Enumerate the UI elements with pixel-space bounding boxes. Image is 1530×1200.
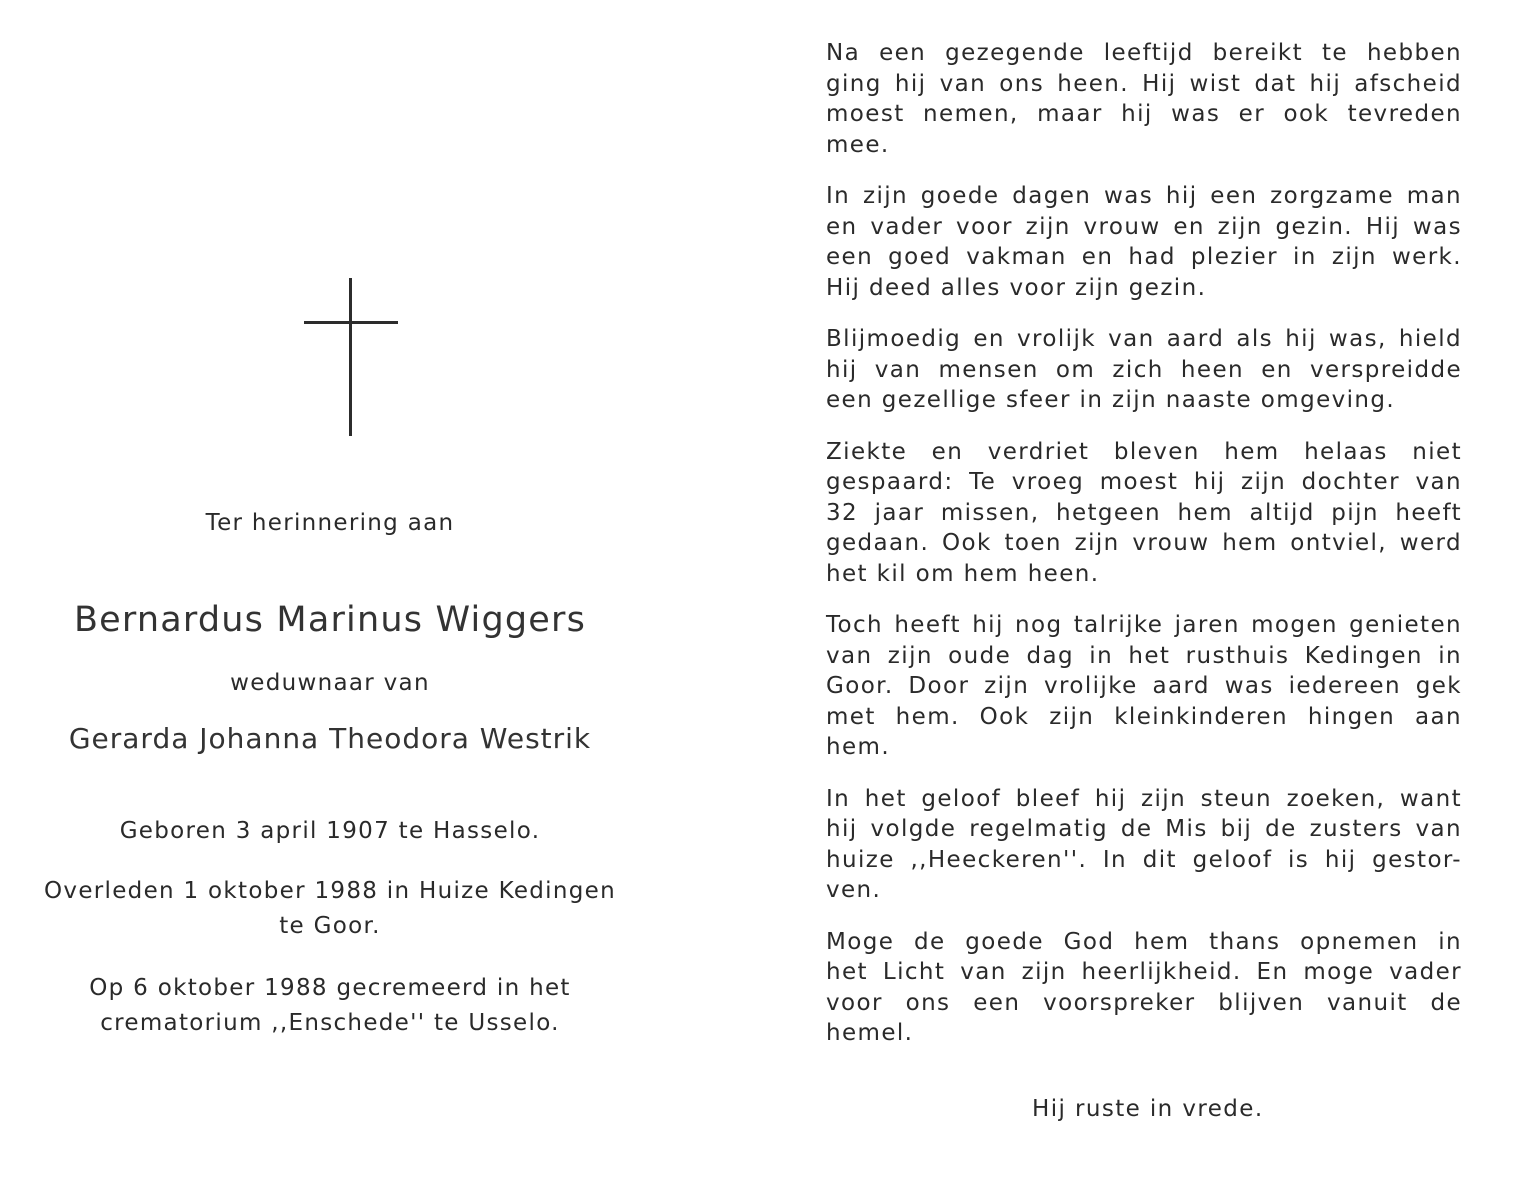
paragraph xyxy=(826,784,1462,906)
text-line: hemel. xyxy=(826,1020,914,1046)
text-line: Na een gezegende leeftijd bereikt te hebben xyxy=(826,40,1462,66)
text-line: voor ons een voorspreker blijven vanuit de xyxy=(826,989,1462,1016)
text-line: een gezellige sfeer in zijn naaste omgeving. xyxy=(826,387,1396,413)
cross-icon xyxy=(304,278,398,436)
text-line: het Licht van zijn heerlijkheid. En moge vader xyxy=(826,959,1462,985)
text-line: het kil om hem heen. xyxy=(826,560,1100,587)
text-line: 32 jaar missen, hetgeen hem altijd pijn heeft xyxy=(826,499,1462,526)
text-line: en vader voor zijn vrouw en zijn gezin. Hij was xyxy=(826,213,1462,240)
paragraph xyxy=(826,181,1462,303)
text-line: Goor. Door zijn vrolijke aard was iedereen gek xyxy=(826,673,1462,699)
right-panel xyxy=(826,38,1462,1070)
paragraph xyxy=(826,927,1462,1049)
text-line: Moge de goede God hem thans opnemen in xyxy=(826,928,1462,955)
paragraph xyxy=(826,610,1462,763)
text-line: ven. xyxy=(826,877,882,903)
text-line: In zijn goede dagen was hij een zorgzame man xyxy=(826,183,1462,209)
text-line: huize ,,Heeckeren''. In dit geloof is hij gestor- xyxy=(826,846,1462,873)
text-line: gespaard: Te vroeg moest hij zijn dochter van xyxy=(826,469,1462,495)
paragraph xyxy=(826,38,1462,160)
cremation-line: crematorium ,,Enschede'' te Usselo. xyxy=(100,1010,560,1036)
text-line: van zijn oude dag in het rusthuis Kedingen in xyxy=(826,642,1462,669)
text-line: ging hij van ons heen. Hij wist dat hij afscheid xyxy=(826,70,1462,97)
paragraph xyxy=(826,324,1462,416)
text-line: hij van mensen om zich heen en verspreidde xyxy=(826,356,1462,383)
intro-text: Ter herinnering aan xyxy=(205,510,455,536)
cremation-block xyxy=(30,971,630,1041)
relation-text: weduwnaar van xyxy=(230,670,430,696)
text-line: hij volgde regelmatig de Mis bij de zusters van xyxy=(826,816,1462,842)
text-line: Hij deed alles voor zijn gezin. xyxy=(826,274,1207,301)
text-line: In het geloof bleef hij zijn steun zoeken, want xyxy=(826,785,1462,812)
text-line: een goed vakman en had plezier in zijn werk. xyxy=(826,244,1462,270)
text-line: Toch heeft hij nog talrijke jaren mogen genieten xyxy=(826,612,1462,638)
text-line: Ziekte en verdriet bleven hem helaas niet xyxy=(826,438,1462,465)
text-line: moest nemen, maar hij was er ook tevreden xyxy=(826,101,1462,127)
left-panel xyxy=(30,0,630,1200)
deceased-name: Bernardus Marinus Wiggers xyxy=(73,600,587,640)
text-line: mee. xyxy=(826,131,890,158)
text-line: gedaan. Ook toen zijn vrouw hem ontviel, werd xyxy=(826,530,1462,556)
text-line: hem. xyxy=(826,734,891,760)
paragraph xyxy=(826,437,1462,590)
death-block xyxy=(30,874,630,944)
birth-line: Geboren 3 april 1907 te Hasselo. xyxy=(119,818,541,844)
cremation-line: Op 6 oktober 1988 gecremeerd in het xyxy=(89,975,571,1001)
text-line: Blijmoedig en vrolijk van aard als hij was, hield xyxy=(826,326,1462,352)
death-line: te Goor. xyxy=(279,913,381,939)
closing-line: Hij ruste in vrede. xyxy=(1032,1096,1264,1122)
death-line: Overleden 1 oktober 1988 in Huize Kedingen xyxy=(44,878,616,904)
spouse-name: Gerarda Johanna Theodora Westrik xyxy=(68,722,592,755)
text-line: met hem. Ook zijn kleinkinderen hingen aan xyxy=(826,703,1462,730)
